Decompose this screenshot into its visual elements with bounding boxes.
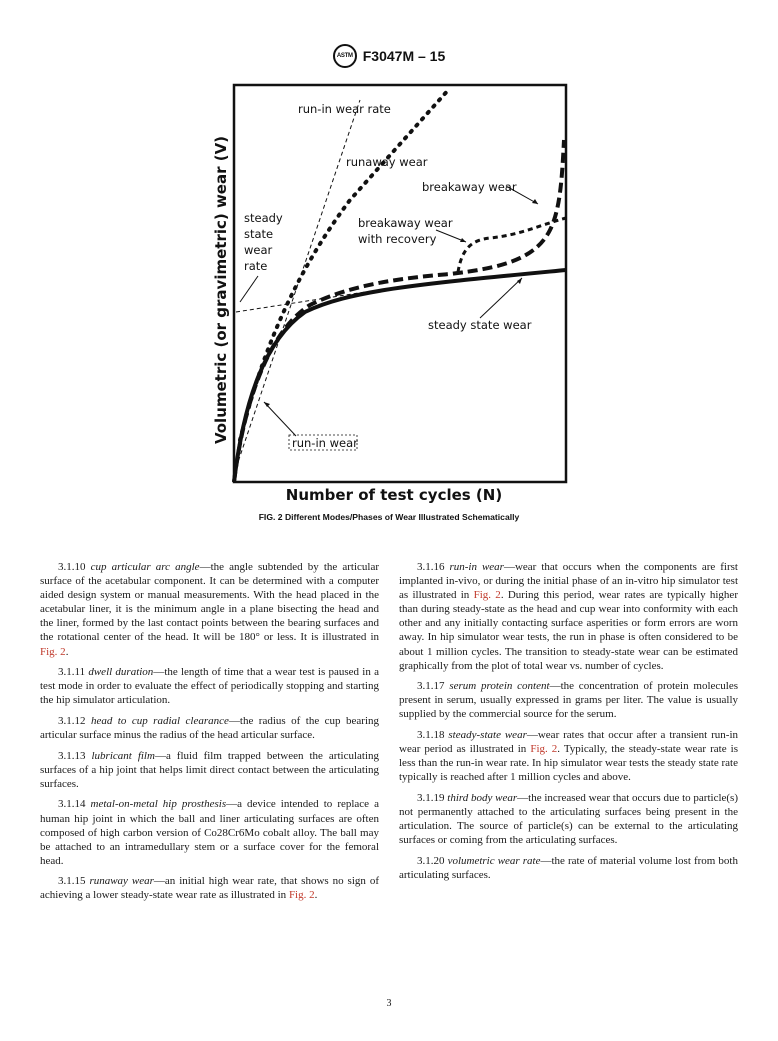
definition-3-1-16: 3.1.16 run-in wear—wear that occurs when the components are first implanted in-vivo, or during the initial phase of an in-vitro hip simulator test as illustrated in Fig. 2. During this period, wear rates are typically higher than during steady-state as the head and cup wear into conformity with each other and any initially contacting surface asperities or form errors are worn away. In hip simulator wear tests, the run in phase is often considered to be about 1 million cycles. The transition to steady-state wear can be estimated graphically from the plot of total wear vs. number of cycles.	[399, 561, 738, 672]
arrow-steady-state-wear	[480, 278, 522, 318]
definition-3-1-10: 3.1.10 cup articular arc angle—the angle subtended by the articular surface of the acetabular component. It can be determined with a computer aided design system or manual measurements. With the head placed in the acetabular liner, it is the minimum angle in a plane bisecting the head and the liner, formed by the last contact points between the bearing surfaces and the rotational center of the head. It will be 180° or less. It is illustrated in Fig. 2.	[40, 561, 379, 658]
arrow-ssw-rate	[240, 276, 258, 302]
label-ssw-rate-3: wear	[244, 243, 273, 257]
definition-3-1-20: 3.1.20 volumetric wear rate—the rate of material volume lost from both articulating surfaces.	[399, 854, 738, 881]
label-run-in-wear-rate: run-in wear rate	[298, 102, 391, 116]
definition-3-1-13: 3.1.13 lubricant film—a fluid film trapped between the articulating surfaces of a hip joint that helps limit direct contact between the articulating surfaces.	[40, 749, 380, 790]
fig-2-link[interactable]: Fig. 2	[530, 743, 558, 756]
label-runaway-wear: runaway wear	[346, 155, 428, 169]
label-ssw-rate-4: rate	[244, 259, 268, 273]
label-breakaway-wear: breakaway wear	[422, 180, 517, 194]
right-column	[399, 560, 738, 888]
definition-3-1-15: 3.1.15 runaway wear—an initial high wear rate, that shows no sign of achieving a lower steady-state wear rate as illustrated in Fig. 2.	[40, 875, 379, 902]
definition-3-1-12: 3.1.12 head to cup radial clearance—the radius of the cup bearing articular surface minus the radius of the head articular surface.	[40, 714, 379, 742]
label-breakaway-recovery-1: breakaway wear	[358, 216, 453, 230]
definition-3-1-14: 3.1.14 metal-on-metal hip prosthesis—a device intended to replace a human hip joint in which the ball and liner articulating surfaces are often composed of high carbon version of Co28Cr6Mo cobalt alloy. The ball may be attached to an intramedullary stem or a surface cover for the femoral head.	[40, 798, 379, 867]
steady-state-wear-curve	[234, 270, 566, 482]
arrow-breakaway-wear	[506, 186, 538, 204]
figure-caption: FIG. 2 Different Modes/Phases of Wear Illustrated Schematically	[258, 512, 520, 522]
left-column	[40, 560, 379, 909]
astm-logo-icon: ASTM	[333, 44, 357, 68]
page-number: 3	[386, 998, 392, 1009]
arrow-run-in-wear	[264, 402, 296, 436]
definition-3-1-17: 3.1.17 serum protein content—the concentration of protein molecules present in serum, usually expressed in grams per liter. The value is usually supplied by the commercial source for the serum.	[399, 680, 739, 721]
label-ssw-rate-2: state	[244, 227, 274, 241]
page-header	[0, 44, 778, 68]
definition-3-1-19: 3.1.19 third body wear—the increased wear that occurs due to particle(s) not permanently attached to the articulating surfaces being present in the articulation. The source of particle(s) can be external to the articulating surfaces or coming from the articulating surfaces.	[399, 791, 739, 847]
designation: F3047M – 15	[362, 48, 446, 64]
x-axis-label: Number of test cycles (N)	[285, 486, 503, 504]
label-breakaway-recovery-2: with recovery	[358, 232, 437, 246]
steady-state-wear-rate-line	[236, 292, 365, 312]
label-ssw-rate-1: steady	[244, 211, 283, 225]
fig-2-link[interactable]: Fig. 2	[288, 889, 315, 902]
fig-2-link[interactable]: Fig. 2	[40, 645, 66, 658]
runaway-wear-curve	[240, 88, 450, 440]
fig-2-link[interactable]: Fig. 2	[473, 589, 501, 602]
label-steady-state-wear: steady state wear	[428, 318, 532, 332]
wear-figure	[200, 80, 580, 510]
label-run-in-wear: run-in wear	[292, 436, 358, 450]
y-axis-label: Volumetric (or gravimetric) wear (V)	[212, 135, 230, 445]
definition-3-1-11: 3.1.11 dwell duration—the length of time that a wear test is paused in a test mode in order to evaluate the effect of periodically stopping and starting the hip simulator articulation.	[40, 666, 379, 707]
definition-3-1-18: 3.1.18 steady-state wear—wear rates that occur after a transient run-in wear period as illustrated in Fig. 2. Typically, the steady-state wear rate is less than the run-in wear rate. In hip simulator wear tests the steady state rate typically is reached after 1 million cycles and above.	[399, 729, 739, 784]
